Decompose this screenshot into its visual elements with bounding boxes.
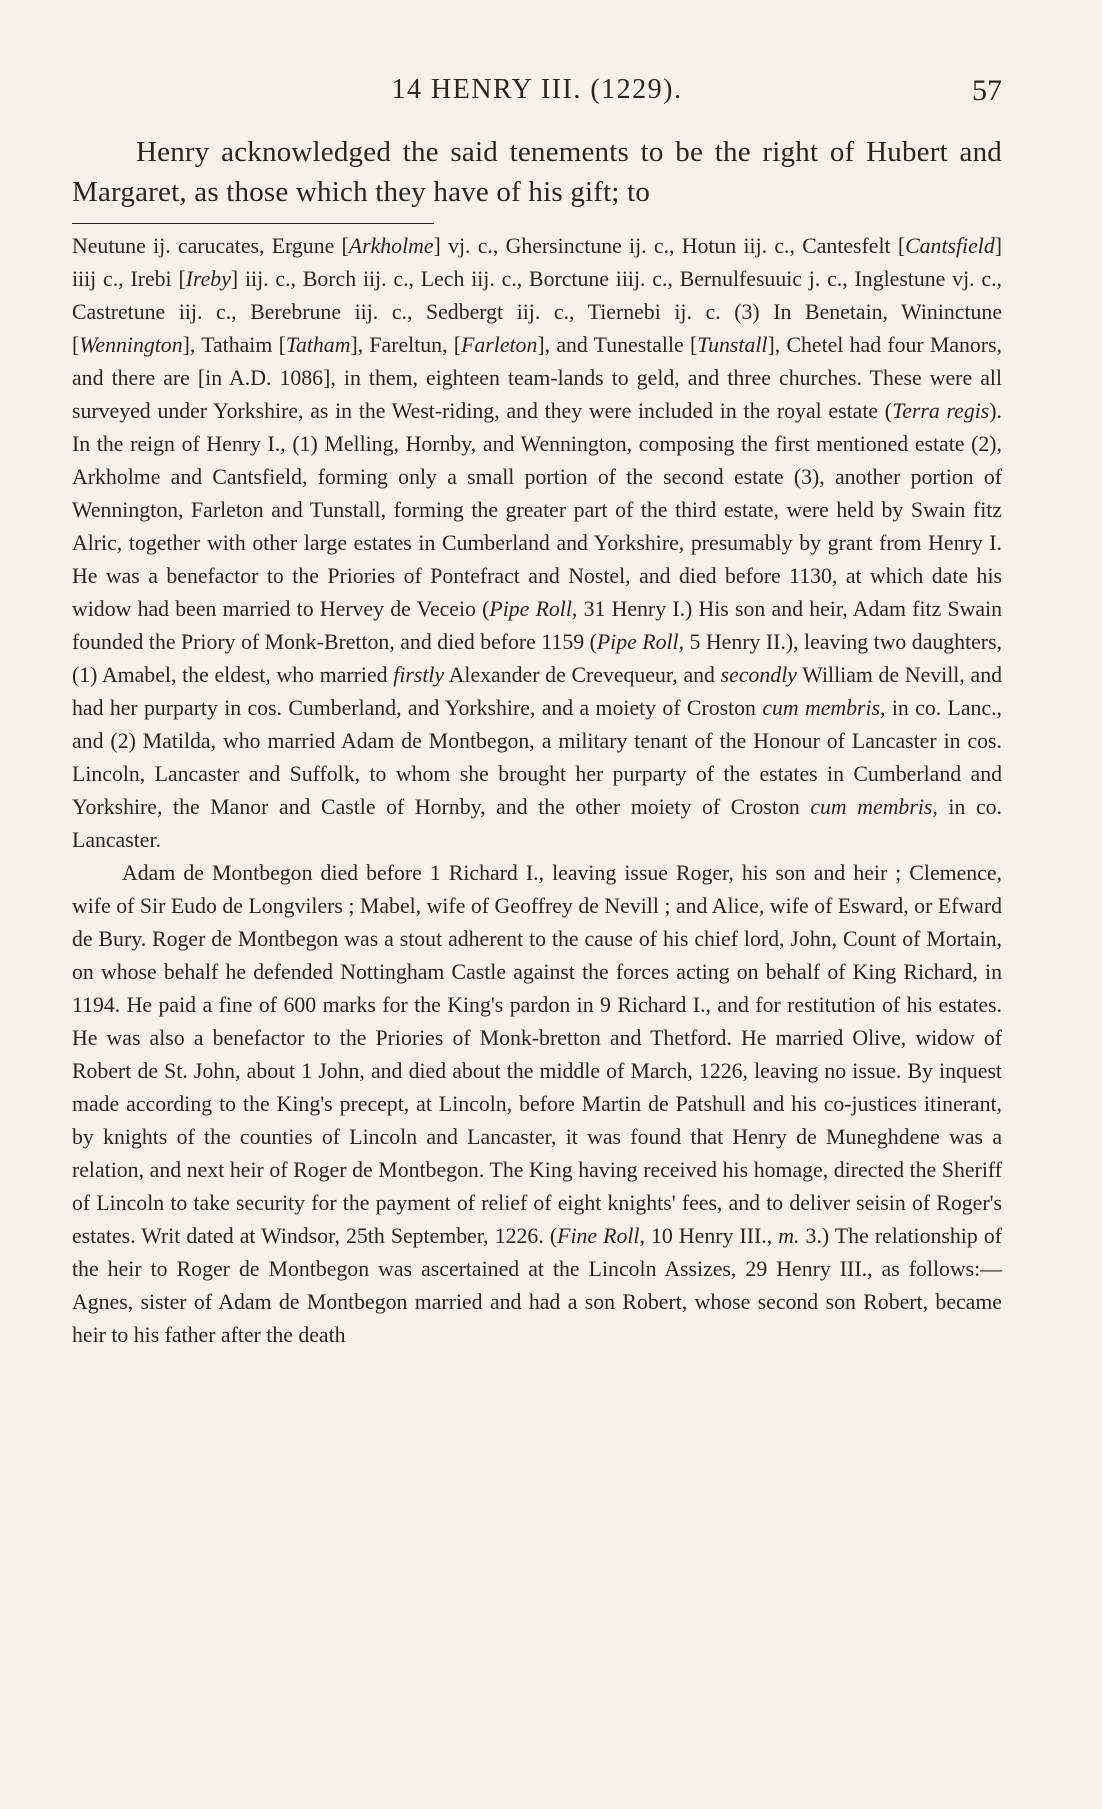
- footnote-segment-italic: cum membris,: [810, 795, 938, 819]
- footnote-segment: ], Fareltun, [: [350, 333, 462, 357]
- footnote-segment-italic: firstly: [393, 663, 445, 687]
- footnote-segment: 10 Henry III.,: [644, 1224, 779, 1248]
- footnote-segment: Alexander de Crevequeur, and: [444, 663, 721, 687]
- footnote-segment: in co. Lanc., and (2) Matilda, who married Adam de Montbegon, a military tenant of the Honour of Lancaster in cos. Lincoln, Lancaster and Suffolk, to whom she brought her purparty of the estates in Cumberland and Yorkshire, the Manor and Castle of Hornby, and the other moiety of Croston: [72, 696, 1002, 819]
- page-number: 57: [972, 74, 1002, 107]
- footnote-segment: ], Tathaim [: [182, 333, 286, 357]
- footnote-segment-italic: m.: [778, 1224, 800, 1248]
- footnote-segment: 3.) The relationship of the heir to Roger de Montbegon was ascertained at the Lincoln Assizes, 29 Henry III., as follows:—Agnes, sister of Adam de Montbegon married and had a son Robert, whose second son Robert, became heir to his father after the death: [72, 1224, 1002, 1347]
- footnote-segment: ], and Tunestalle [: [537, 333, 698, 357]
- footnote-paragraph: [72, 857, 1002, 1352]
- footnote-segment: Adam de Montbegon died before 1 Richard I., leaving issue Roger, his son and heir ; Clemence, wife of Sir Eudo de Longvilers ; Mabel, wife of Geoffrey de Nevill ; and Alice, wife of Esward, or Efward de Bury. Roger de Montbegon was a stout adherent to the cause of his chief lord, John, Count of Mortain, on whose behalf he defended Nottingham Castle against the forces acting on behalf of King Richard, in 1194. He paid a fine of 600 marks for the King's pardon in 9 Richard I., and for restitution of his estates. He was also a benefactor to the Priories of Monk-bretton and Thetford. He married Olive, widow of Robert de St. John, about 1 John, and died about the middle of March, 1226, leaving no issue. By inquest made according to the King's precept, at Lincoln, before Martin de Patshull and his co-justices itinerant, by knights of the counties of Lincoln and Lancaster, it was found that Henry de Muneghdene was a relation, and next heir of Roger de Montbegon. The King having received his homage, directed the Sheriff of Lincoln to take security for the payment of relief of eight knights' fees, and to deliver seisin of Roger's estates. Writ dated at Windsor, 25th September, 1226. (: [72, 861, 1002, 1248]
- footnote-segment-italic: cum membris,: [762, 696, 886, 720]
- footnote-segment-italic: Arkholme: [348, 234, 434, 258]
- footnote-segment-italic: Ireby: [185, 267, 231, 291]
- footnote-rule: [72, 223, 434, 224]
- footnote-segment-italic: Pipe Roll,: [489, 597, 578, 621]
- footnote-paragraph: [72, 230, 1002, 857]
- footnote-segment-italic: Tunstall: [697, 333, 768, 357]
- footnote-segment-italic: Pipe Roll,: [596, 630, 685, 654]
- footnote-segment: 31 Henry I.) His son and heir, Adam fitz Swain founded the Priory of Monk-Bretton, and died before 1159 (: [72, 597, 1002, 654]
- footnote-segment: 5 Henry II.), leaving two daughters, (1) Amabel, the eldest, who married: [72, 630, 1002, 687]
- footnote-segment-italic: Wennington: [79, 333, 183, 357]
- footnote-segment: ). In the reign of Henry I., (1) Melling, Hornby, and Wennington, composing the first mentioned estate (2), Arkholme and Cantsfield, forming only a small portion of the second estate (3), another portion of Wennington, Farleton and Tunstall, forming the greater part of the third estate, were held by Swain fitz Alric, together with other large estates in Cumberland and Yorkshire, presumably by grant from Henry I. He was a benefactor to the Priories of Pontefract and Nostel, and died before 1130, at which date his widow had been married to Hervey de Veceio (: [72, 399, 1002, 621]
- footnote-segment-italic: Farleton: [461, 333, 538, 357]
- page-header: [72, 62, 1002, 112]
- footnote-segment: ] vj. c., Ghersinctune ij. c., Hotun iij. c., Cantesfelt [: [433, 234, 906, 258]
- footnote-segment: ] iij. c., Borch iij. c., Lech iij. c., Borctune iiij. c., Bernulfesuuic j. c., Inglestune vj. c., Castretune iij. c., Berebrune iij. c., Sedbergt iij. c., Tiernebi ij. c. (3) In Benetain, Wininctune [: [72, 267, 1002, 357]
- footnote-segment: William de Nevill, and had her purparty in cos. Cumberland, and Yorkshire, and a moiety of Croston: [72, 663, 1002, 720]
- footnote-segment: ], Chetel had four Manors, and there are [in A.D. 1086], in them, eighteen team-lands to geld, and three churches. These were all surveyed under Yorkshire, as in the West-riding, and they were included in the royal estate (: [72, 333, 1002, 423]
- running-head: 14 HENRY III. (1229).: [391, 74, 683, 105]
- main-text: Henry acknowledged the said tenements to be the right of Hubert and Margaret, as those which they have of his gift; to: [72, 136, 1002, 208]
- footnote-segment-italic: Tatham: [285, 333, 351, 357]
- footnote-segment: in co. Lancaster.: [72, 795, 1002, 852]
- footnote-segment-italic: Fine Roll,: [557, 1224, 645, 1248]
- footnote-segment-italic: Cantsfield: [905, 234, 995, 258]
- footnote-segment-italic: secondly: [720, 663, 797, 687]
- footnote-segment: Neutune ij. carucates, Ergune [: [72, 234, 349, 258]
- footnote: [72, 230, 1002, 1352]
- footnote-segment-italic: Terra regis: [892, 399, 990, 423]
- footnote-segment: ] iiij c., Irebi [: [72, 234, 1002, 291]
